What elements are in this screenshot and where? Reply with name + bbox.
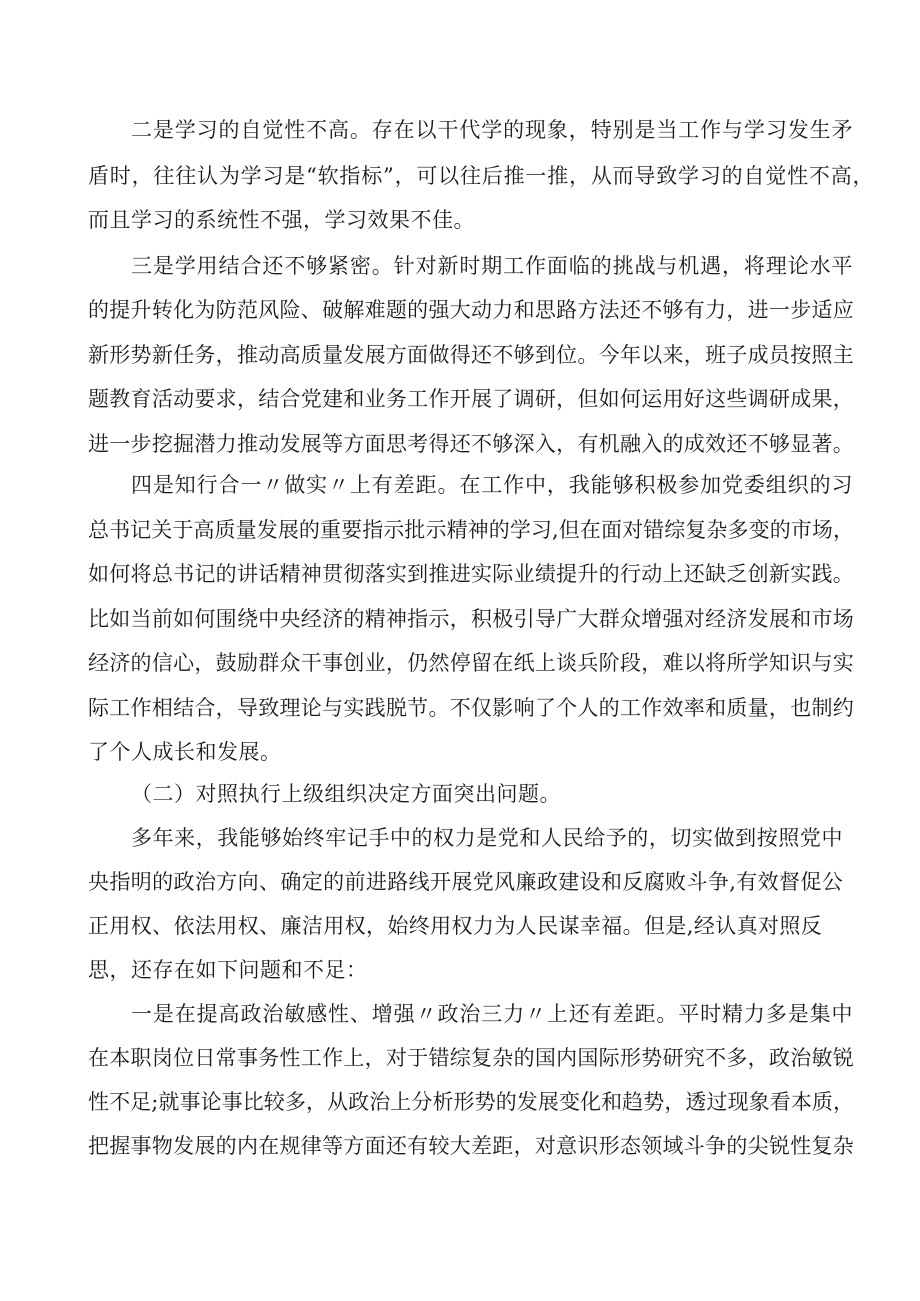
paragraph-line: 了个人成长和发展。 xyxy=(88,740,282,764)
paragraph-line: 盾时，往往认为学习是“软指标”，可以往后推一推，从而导致学习的自觉性不高， xyxy=(88,164,874,188)
paragraph-line: 新形势新任务，推动高质量发展方面做得还不够到位。今年以来，班子成员按照主 xyxy=(88,343,854,367)
paragraph-line: 思，还存在如下问题和不足： xyxy=(88,958,368,982)
paragraph-line: 三是学用结合还不够紧密。针对新时期工作面临的挑战与机遇，将理论水平 xyxy=(131,254,853,278)
paragraph-line: 多年来，我能够始终牢记手中的权力是党和人民给予的，切实做到按照党中 xyxy=(131,826,843,850)
paragraph-line: 正用权、依法用权、廉洁用权，始终用权力为人民谋幸福。但是,经认真对照反 xyxy=(88,914,822,938)
section-heading: （二）对照执行上级组织决定方面突出问题。 xyxy=(131,782,561,806)
paragraph-line: 在本职岗位日常事务性工作上，对于错综复杂的国内国际形势研究不多，政治敏锐 xyxy=(88,1046,854,1070)
paragraph-line: 性不足;就事论事比较多，从政治上分析形势的发展变化和趋势，透过现象看本质， xyxy=(88,1090,854,1114)
paragraph-line: 把握事物发展的内在规律等方面还有较大差距，对意识形态领域斗争的尖锐性复杂 xyxy=(88,1134,854,1158)
paragraph-line: 进一步挖掘潜力推动发展等方面思考得还不够深入，有机融入的成效还不够显著。 xyxy=(88,432,854,456)
paragraph-line: 央指明的政治方向、确定的前进路线开展党风廉政建设和反腐败斗争,有效督促公 xyxy=(88,870,843,894)
paragraph-line: 比如当前如何围绕中央经济的精神指示，积极引导广大群众增强对经济发展和市场 xyxy=(88,607,854,631)
paragraph-line: 总书记关于高质量发展的重要指示批示精神的学习,但在面对错综复杂多变的市场， xyxy=(88,518,854,542)
paragraph-line: 题教育活动要求，结合党建和业务工作开展了调研，但如何运用好这些调研成果， xyxy=(88,387,854,411)
paragraph-line: 的提升转化为防范风险、破解难题的强大动力和思路方法还不够有力，进一步适应 xyxy=(88,298,854,322)
paragraph-line: 二是学习的自觉性不高。存在以干代学的现象，特别是当工作与学习发生矛 xyxy=(131,118,853,142)
paragraph-line: 四是知行合一〃做实〃上有差距。在工作中，我能够积极参加党委组织的习 xyxy=(131,473,853,497)
paragraph-line: 际工作相结合，导致理论与实践脱节。不仅影响了个人的工作效率和质量，也制约 xyxy=(88,696,854,720)
paragraph-line: 一是在提高政治敏感性、增强〃政治三力〃上还有差距。平时精力多是集中 xyxy=(131,1002,853,1026)
paragraph-line: 而且学习的系统性不强，学习效果不佳。 xyxy=(88,208,475,232)
paragraph-line: 如何将总书记的讲话精神贯彻落实到推进实际业绩提升的行动上还缺乏创新实践。 xyxy=(88,562,854,586)
paragraph-line: 经济的信心，鼓励群众干事创业，仍然停留在纸上谈兵阶段，难以将所学知识与实 xyxy=(88,651,854,675)
